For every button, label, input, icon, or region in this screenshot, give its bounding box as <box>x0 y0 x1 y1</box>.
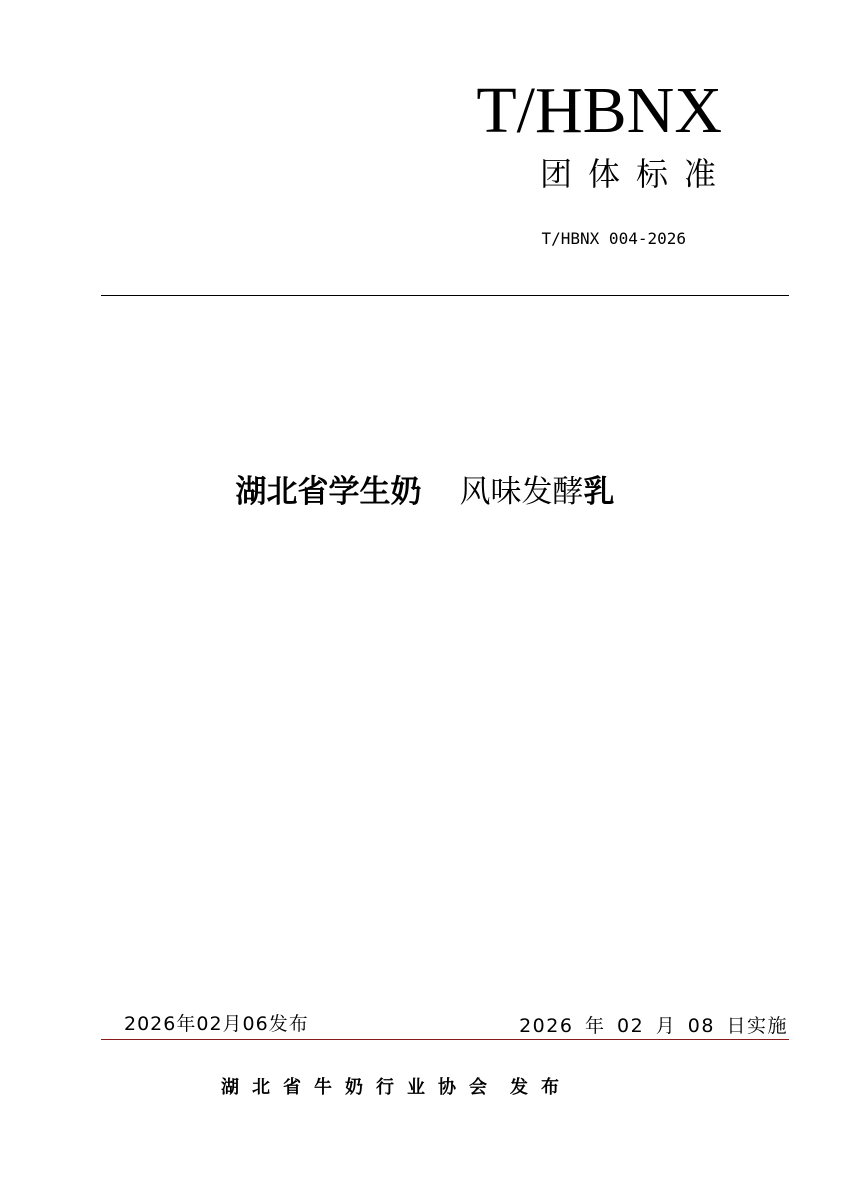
publisher-name: 湖北省牛奶行业协会 <box>221 1077 500 1098</box>
standard-number: T/HBNX 004-2026 <box>541 229 686 248</box>
header-divider <box>101 295 789 296</box>
title-sub: 风味发酵 <box>459 474 584 510</box>
standard-code: T/HBNX <box>476 74 722 147</box>
publish-date: 2026年02月06发布 <box>124 1013 309 1035</box>
implement-date: 2026 年 02 月 08 日实施 <box>519 1015 788 1037</box>
document-title <box>0 470 850 514</box>
standard-type: 团体标准 <box>539 155 732 193</box>
publisher-line <box>221 1075 572 1101</box>
footer-divider <box>101 1039 789 1040</box>
title-last-char: 乳 <box>583 474 615 510</box>
title-main: 湖北省学生奶 <box>235 474 422 510</box>
publisher-action: 发布 <box>510 1077 572 1098</box>
